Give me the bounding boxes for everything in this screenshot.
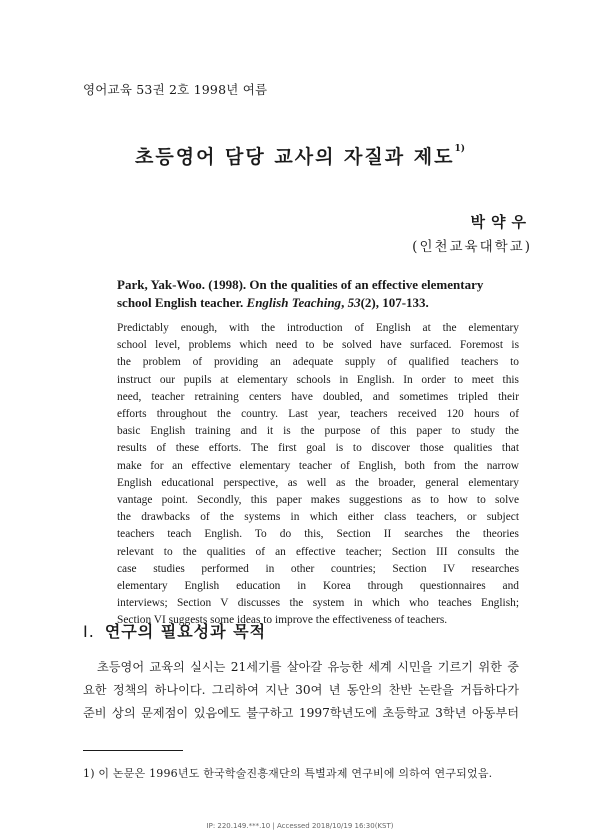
- citation: Park, Yak-Woo. (1998). On the qualities of an effective elementary school English teacher. English Teaching, 53(2), 107-133.: [117, 277, 484, 310]
- abstract-line: case studies performed in other countries; Section IV researches: [117, 562, 519, 575]
- abstract-line: make for an effective elementary teacher of English, both from the narrow: [117, 459, 519, 472]
- abstract-line: school level, problems which need to be solved have surfaced. Foremost is: [117, 339, 519, 352]
- citation-volume: 53: [347, 295, 361, 310]
- abstract-line: teachers teach English. To do this, Section II searches the theories: [117, 528, 519, 541]
- body-line: 준비 상의 문제점이 있음에도 불구하고 1997학년도에 초등학교 3학년 아동부터: [83, 706, 519, 720]
- title-footnote-mark[interactable]: 1): [454, 144, 465, 154]
- abstract-line: interviews; Section V discusses the system in which who teaches English;: [117, 597, 519, 610]
- abstract-line: results of these efforts. The first goal is to discover those qualities that: [117, 442, 519, 455]
- abstract-line: Predictably enough, with the introduction of English at the elementary: [117, 322, 519, 334]
- abstract-line: elementary English education in Korea through questionnaires and: [117, 580, 519, 593]
- section-number: I.: [83, 622, 95, 641]
- abstract-line: instruct our pupils at elementary schools in English. In order to meet this: [117, 373, 519, 386]
- abstract-line: need, teacher retraining centers have doubled, and sometimes tripled their: [117, 390, 519, 403]
- abstract-line: vantage point. Secondly, this paper makes suggestions as to how to solve: [117, 494, 519, 507]
- abstract-line: the drawbacks of the systems in which either class teachers, or subject: [117, 511, 519, 524]
- footnote-divider: [83, 750, 183, 751]
- body-line: 요한 정책의 하나이다. 그리하여 지난 30여 년 동안의 찬반 논란을 거듭하다가: [83, 683, 519, 697]
- abstract-line: basic English training and it is the purpose of this paper to study the: [117, 425, 519, 438]
- abstract-line: efforts throughout the country. Last year, teachers received 120 hours of: [117, 408, 519, 421]
- paper-title-text: 초등영어 담당 교사의 자질과 제도: [135, 146, 455, 168]
- abstract-line: Section VI suggests some ideas to improve the effectiveness of teachers.: [117, 614, 448, 627]
- abstract-line: English educational perspective, as well as the broader, general elementary: [117, 476, 519, 489]
- citation-authors-year: Park, Yak-Woo. (1998). On the qualities of an effective elementary school English teacher.: [117, 277, 484, 310]
- journal-header: 영어교육 53권 2호 1998년 여름: [83, 82, 268, 97]
- abstract: [117, 320, 519, 630]
- abstract-line: the problem of providing an adequate supply of qualified teachers to: [117, 356, 519, 369]
- paper-title: [0, 142, 600, 169]
- footnote: 1) 이 논문은 1996년도 한국학술진흥재단의 특별과제 연구비에 의하여 연구되었음.: [83, 767, 493, 780]
- abstract-line: relevant to the qualities of an effective teacher; Section III consults the: [117, 545, 519, 558]
- access-stamp: IP: 220.149.***.10 | Accessed 2018/10/19 16:30(KST): [206, 822, 394, 830]
- body-paragraph: [83, 656, 519, 725]
- author-affiliation: (인천교육대학교): [412, 239, 532, 255]
- body-line: 초등영어 교육의 실시는 21세기를 살아갈 유능한 세계 시민을 기르기 위한 중: [97, 660, 519, 674]
- section-title: 연구의 필요성과 목적: [104, 622, 267, 641]
- citation-journal: English Teaching: [246, 295, 342, 310]
- citation-issue-pages: (2), 107-133.: [360, 295, 429, 310]
- author-name: 박약우: [470, 213, 532, 231]
- section-heading: [83, 619, 266, 642]
